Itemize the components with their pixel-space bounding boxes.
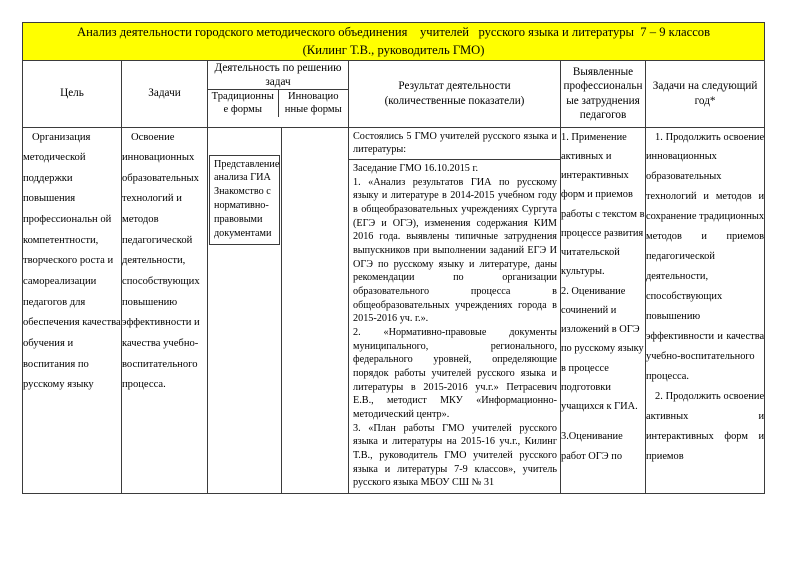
result-heading: Состоялись 5 ГМО учителей русского языка и литературы: (349, 128, 560, 160)
header-next-year-tasks: Задачи на следующий год* (646, 60, 765, 127)
cell-difficulties (561, 127, 646, 493)
difficulty-item: 1. Применение активных и интерактивных форм и приемов работы с текстом в процессе развития читательской культуры. (561, 131, 645, 278)
traditional-forms-line-2: Знакомство с нормативно-правовыми документами (214, 186, 272, 239)
next-year-task-item: 2. Продолжить освоение активных и интерактивных форм и приемов (646, 391, 765, 462)
activity-group-sub-row (208, 89, 348, 117)
header-result-line-2: (количественные показатели) (384, 94, 525, 107)
header-result-line-1: Результат деятельности (398, 80, 511, 93)
header-difficulties: Выявленные профессиональн ые затруднения педагогов (561, 60, 646, 127)
result-item: 2. «Нормативно-правовые документы муниципального, регионального, федерального уровней, определяющие порядок работы учителей русского языка и литературы в 2015-2016 уч.г.» Петрасевич Е.В., методист МКУ «Информационно-методический центр». (353, 326, 557, 420)
header-innovative-forms: Инновацио нные формы (284, 90, 342, 116)
cell-goal (23, 127, 122, 493)
header-result (349, 60, 561, 127)
header-traditional-forms: Традиционны е формы (208, 89, 278, 117)
next-year-task-item: 1. Продолжить освоение инновационных образовательных технологий и методов и сохранение традиционных методов и приемов педагогической деятельности, способствующих повышению эффективности и качества учебно-воспитательного процесса. (646, 131, 765, 383)
header-tasks: Задачи (122, 60, 208, 127)
header-goal: Цель (23, 60, 122, 127)
difficulty-item: 3.Оценивание работ ОГЭ по (561, 431, 623, 462)
cell-result (349, 127, 561, 493)
activity-group-title-row (208, 61, 348, 90)
table-header-row (23, 60, 765, 127)
table-body-row (23, 127, 765, 493)
header-activity-group-title: Деятельность по решению задач (208, 61, 348, 90)
cell-next-year-tasks (646, 127, 765, 493)
document-title (23, 23, 765, 61)
title-banner-row (23, 23, 765, 61)
cell-goal-text: Организация методической поддержки повышения профессиональн ой компетентности, творческого роста и самореализации педагогов для обеспечения качества обучения и воспитания по русскому языку (23, 131, 121, 391)
traditional-forms-box (209, 155, 280, 245)
traditional-forms-line-1: Представление анализа ГИА (214, 158, 280, 184)
document-title-line-2: (Килинг Т.В., руководитель ГМО) (302, 43, 485, 58)
document-title-line-1: Анализ деятельности городского методического объединения учителей русского языка и литературы 7 – 9 классов (77, 25, 711, 39)
activity-subheader-table (208, 61, 348, 118)
result-item: 3. «План работы ГМО учителей русского языка и литературы на 2015-16 уч.г., Килинг Т.В., руководитель ГМО учителей русского языка и литературы 7-9 классов», учитель русского языка МБОУ СШ № 31 (353, 422, 557, 489)
result-item: 1. «Анализ результатов ГИА по русскому языку и литературе в 2014-2015 учебном году в общеобразовательных учреждениях Сургута (ЕГЭ и ОГЭ), изменения содержания КИМ 2016 года. выявлены типичные затруднения выпускников при выполнении заданий ЕГЭ И ОГЭ по русскому языку и литературе, даны рекомендации по организации образовательного процесса в общеобразовательных учреждениях города в 2015-2016 уч. г.». (353, 176, 557, 325)
header-activity-group (208, 60, 349, 127)
cell-innovative-forms (282, 127, 349, 493)
result-items (349, 160, 560, 493)
analysis-table (22, 22, 765, 494)
result-item: Заседание ГМО 16.10.2015 г. (353, 162, 479, 174)
cell-tasks (122, 127, 208, 493)
cell-traditional-forms (208, 127, 282, 493)
difficulty-item: 2. Оценивание сочинений и изложений в ОГЭ по русскому языку в процессе подготовки учащихся к ГИА. (561, 285, 644, 412)
cell-tasks-text: Освоение инновационных образовательных технологий и методов педагогической деятельности, способствующих повышению эффективности и качества учебно-воспитательного процесса. (122, 131, 200, 391)
